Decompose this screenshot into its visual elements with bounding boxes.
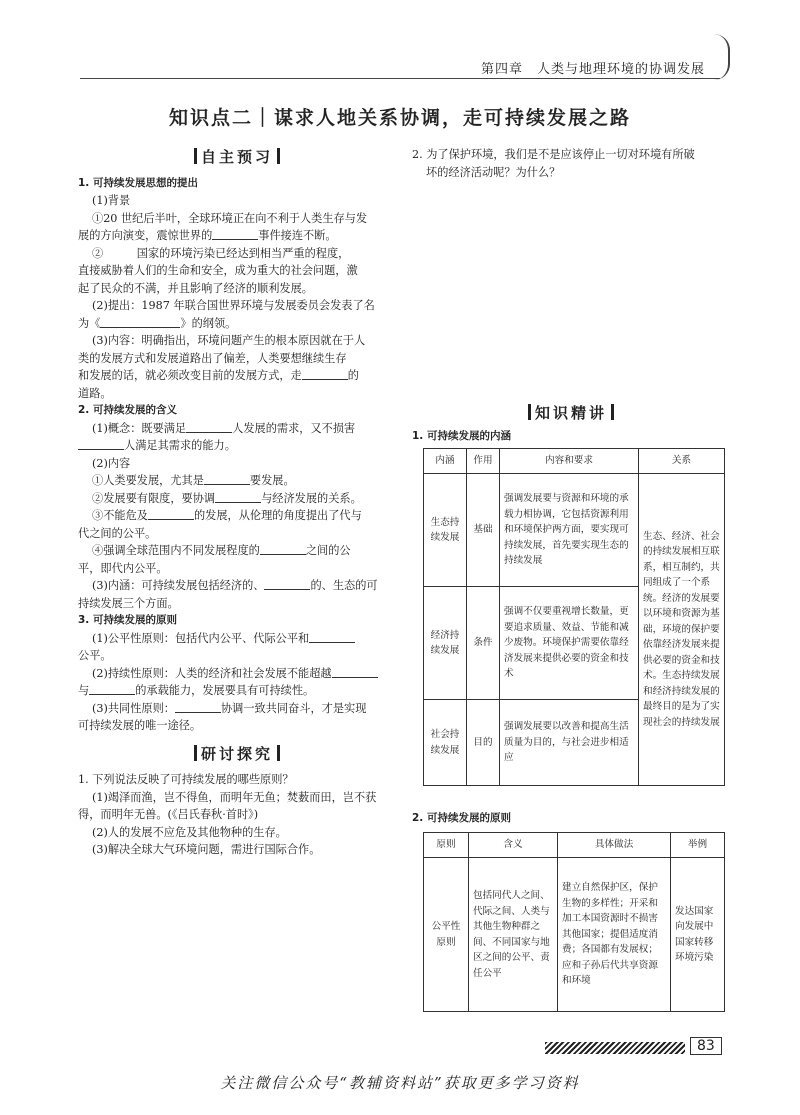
text-fragment: 的、生态的可 — [310, 579, 378, 592]
header-bracket — [714, 34, 730, 80]
section-discussion — [78, 745, 396, 764]
text-fragment: 人发展的需求，又不损害 — [232, 421, 356, 435]
text-fragment: 之间的公 — [305, 544, 351, 557]
heading-meaning: 2. 可持续发展的含义 — [78, 404, 177, 416]
table-header: 内容和要求 — [500, 449, 639, 474]
text-line: 直接威胁着人们的生命和安全，成为重大的社会问题，激 — [78, 264, 358, 277]
text-fragment: 和发展的话，就必须改变目前的发展方式，走 — [78, 369, 302, 382]
table-cell: 基础 — [467, 474, 500, 587]
text-fragment: (1)公平性原则：包括代内公平、代际公平和 — [92, 631, 310, 645]
text-fragment: 为《 — [78, 316, 101, 330]
table-header: 原则 — [424, 833, 469, 858]
section-knowledge — [412, 402, 730, 423]
table-cell: 经济持续发展 — [424, 587, 467, 700]
text-line: 得，而明年无兽。(《吕氏春秋·首时》) — [78, 808, 259, 821]
text-fragment: 的 — [347, 369, 359, 382]
heading-origin: 1. 可持续发展思想的提出 — [78, 176, 198, 189]
fill-blank[interactable] — [215, 491, 261, 503]
table-cell: 建立自然保护区，保护生物的多样性；开采和加工本国资源时不损害其他国家；提倡适度消费；各国都有发展权；应和子孙后代共享资源和环境 — [558, 858, 671, 1012]
text-line: (3)解决全球大气环境问题，需进行国际合作。 — [92, 843, 321, 856]
text-fragment: 人满足其需求的能力。 — [124, 439, 236, 452]
text-fragment: 要发展。 — [249, 474, 295, 487]
fill-blank[interactable] — [212, 228, 258, 240]
text-line: 平，即代内公平。 — [78, 561, 168, 575]
text-fragment: 与 — [78, 684, 90, 697]
question-1: 1. 下列说法反映了可持续发展的哪些原则？ — [78, 773, 294, 786]
text-line: (1)竭泽而渔，岂不得鱼，而明年无鱼；焚薮而田，岂不获 — [92, 790, 377, 804]
fill-blank[interactable] — [89, 683, 135, 695]
table-header: 举例 — [671, 833, 725, 858]
heading-principles: 3. 可持续发展的原则 — [78, 614, 177, 626]
text-line: ② 国家的环境污染已经达到相当严重的程度， — [92, 246, 350, 260]
text-fragment: ①人类要发展，尤其是 — [92, 474, 204, 487]
chapter-header: 第四章 人类与地理环境的协调发展 — [480, 62, 705, 77]
table1-title: 1. 可持续发展的内涵 — [412, 430, 511, 442]
left-column — [78, 148, 396, 859]
text-line: 代之间的公平。 — [78, 526, 157, 540]
table-cell: 发达国家向发展中国家转移环境污染 — [671, 858, 725, 1012]
table-cell-relation: 生态、经济、社会的持续发展相互联系，相互制约，共同组成了一个系统。经济的发展要以环境和资源为基础，环境的保护要依靠经济发展来提供必要的资金和技术。生态持续发展和经济持续发展的最终目的是为了实现社会的持续发展 — [639, 474, 725, 786]
text-fragment: 的承载能力，发展要具有可持续性。 — [135, 684, 315, 697]
section-self-study — [78, 148, 396, 167]
text-fragment: (3)共同性原则： — [92, 701, 175, 715]
section-self-study-label: 自主预习 — [200, 148, 273, 166]
text-fragment: 事件接连不断。 — [258, 229, 337, 242]
table-cell: 社会持续发展 — [424, 700, 467, 786]
text-fragment: (2)持续性原则：人类的经济和社会发展不能超越 — [92, 666, 332, 680]
table-cell: 强调不仅要重视增长数量，更要追求质量、效益、节能和减少废物。环境保护需要依靠经济发展来提供必要的资金和技术 — [500, 587, 639, 700]
page-number: 83 — [690, 1037, 722, 1055]
page-title: 知识点二｜谋求人地关系协调，走可持续发展之路 — [168, 107, 631, 129]
fill-blank[interactable] — [204, 473, 250, 485]
fill-blank[interactable] — [264, 578, 310, 590]
text-line: ①20 世纪后半叶，全球环境正在向不利于人类生存与发 — [92, 211, 368, 225]
fill-blank[interactable] — [332, 666, 378, 678]
table-header: 作用 — [467, 449, 500, 474]
table-cell: 条件 — [467, 587, 500, 700]
footer-note: 关注微信公众号“教辅资料站”获取更多学习资料 — [220, 1074, 580, 1092]
text-line: 可持续发展的唯一途径。 — [78, 719, 202, 732]
text-line: (2)内容 — [92, 456, 131, 470]
text-fragment: (3)内涵：可持续发展包括经济的、 — [92, 579, 265, 592]
table-cell: 生态持续发展 — [424, 474, 467, 587]
table-connotation — [423, 448, 725, 786]
text-fragment: 展的方向演变，震惊世界的 — [78, 229, 213, 242]
page-number-bar — [545, 1042, 685, 1054]
section-knowledge-label: 知识精讲 — [534, 404, 607, 422]
fill-blank[interactable] — [78, 438, 124, 450]
text-line: 道路。 — [78, 386, 112, 400]
text-line: (2)提出：1987 年联合国世界环境与发展委员会发表了名 — [92, 299, 375, 312]
table-cell: 包括同代人之间、代际之间、人类与其他生物种群之间、不同国家与地区之间的公平、责任公平 — [469, 858, 558, 1012]
text-fragment: ④强调全球范围内不同发展程度的 — [92, 544, 260, 557]
text-line: (1)背景 — [92, 194, 131, 207]
text-fragment: 协调一致共同奋斗，才是实现 — [220, 701, 367, 715]
table-cell: 强调发展要以改善和提高生活质量为目的，与社会进步相适应 — [500, 700, 639, 786]
text-fragment: ②发展要有限度，要协调 — [92, 491, 216, 505]
text-line: 类的发展方式和发展道路出了偏差，人类要想继续生存 — [78, 351, 347, 365]
table-principles — [423, 832, 725, 1012]
right-column — [412, 146, 730, 181]
header-divider — [80, 78, 720, 79]
text-line: 公平。 — [78, 649, 112, 662]
text-fragment: ③不能危及 — [92, 509, 148, 522]
fill-blank[interactable] — [260, 543, 306, 555]
fill-blank[interactable] — [100, 316, 180, 328]
text-fragment: (1)概念：既要满足 — [92, 421, 187, 435]
table-header: 具体做法 — [558, 833, 671, 858]
table2-title: 2. 可持续发展的原则 — [412, 812, 511, 824]
text-line: (3)内容：明确指出，环境问题产生的根本原因就在于人 — [92, 334, 366, 347]
text-line: 坏的经济活动呢？为什么？ — [426, 165, 561, 179]
table-header: 关系 — [639, 449, 725, 474]
question-2: 2. 为了保护环境，我们是不是应该停止一切对环境有所破 — [412, 148, 695, 161]
fill-blank[interactable] — [186, 421, 232, 433]
table-header: 含义 — [469, 833, 558, 858]
table-cell: 公平性原则 — [424, 858, 469, 1012]
section-discussion-label: 研讨探究 — [200, 744, 273, 763]
text-fragment: 的发展，从伦理的角度提出了代与 — [193, 509, 362, 522]
text-line: 起了民众的不满，并且影响了经济的顺利发展。 — [78, 281, 313, 295]
fill-blank[interactable] — [175, 701, 221, 713]
table-cell: 强调发展要与资源和环境的承载力相协调，它包括资源利用和环境保护两方面，要实现可持续发展，首先要实现生态的持续发展 — [500, 474, 639, 587]
fill-blank[interactable] — [302, 368, 348, 380]
table-cell: 目的 — [467, 700, 500, 786]
fill-blank[interactable] — [309, 631, 355, 643]
fill-blank[interactable] — [148, 508, 194, 520]
table-header: 内涵 — [424, 449, 467, 474]
text-fragment: 与经济发展的关系。 — [261, 491, 362, 505]
text-line: (2)人的发展不应危及其他物种的生存。 — [92, 825, 287, 839]
text-line: 持续发展三个方面。 — [78, 596, 179, 610]
text-fragment: 》的纲领。 — [180, 316, 237, 330]
